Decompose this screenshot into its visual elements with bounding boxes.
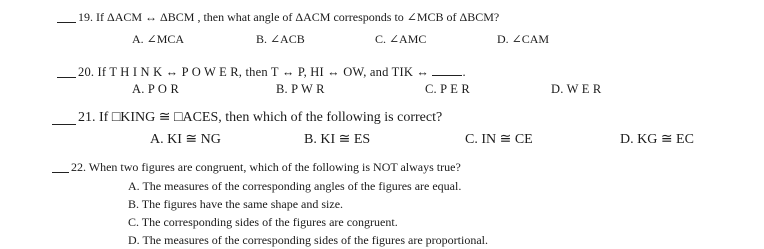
question-20-stem-line [78,66,466,79]
answer-blank-22[interactable] [52,172,69,173]
answer-blank-21[interactable] [52,124,76,125]
question-21-stem: 21. If □KING ≅ □ACES, then which of the following is correct? [78,110,443,125]
q22-option-c: C. The corresponding sides of the figures are congruent. [128,215,398,229]
answer-blank-20[interactable] [57,77,76,78]
q19-option-d: D. ∠CAM [497,32,550,46]
q20-option-d: D. W E R [551,82,602,96]
q21-option-c: C. IN ≅ CE [465,132,533,147]
q22-option-b: B. The figures have the same shape and size. [128,197,344,211]
answer-blank-19[interactable] [57,22,76,23]
q20-option-a: A. P O R [132,82,179,96]
q20-option-c: C. P E R [425,82,470,96]
q21-option-a: A. KI ≅ NG [150,132,221,147]
q21-option-b: B. KI ≅ ES [304,132,371,147]
q20-option-b: B. P W R [276,82,325,96]
q19-option-b: B. ∠ACB [256,32,305,46]
question-20-stem-end: . [462,65,466,79]
q19-option-a: A. ∠MCA [132,32,185,46]
q21-option-d: D. KG ≅ EC [620,132,694,147]
question-19-stem: 19. If ΔACM ↔ ΔBCM , then what angle of ΔACM corresponds to ∠MCB of ΔBCM? [78,10,500,24]
q22-option-d: D. The measures of the corresponding sides of the figures are proportional. [128,233,489,247]
question-20-stem: 20. If T H I N K ↔ P O W E R, then T ↔ P, HI ↔ OW, and TIK ↔ [78,65,430,79]
q19-option-c: C. ∠AMC [375,32,427,46]
inline-answer-blank-20[interactable] [432,66,462,76]
q22-option-a: A. The measures of the corresponding angles of the figures are equal. [128,179,462,193]
question-22-stem: 22. When two figures are congruent, which of the following is NOT always true? [71,160,461,174]
